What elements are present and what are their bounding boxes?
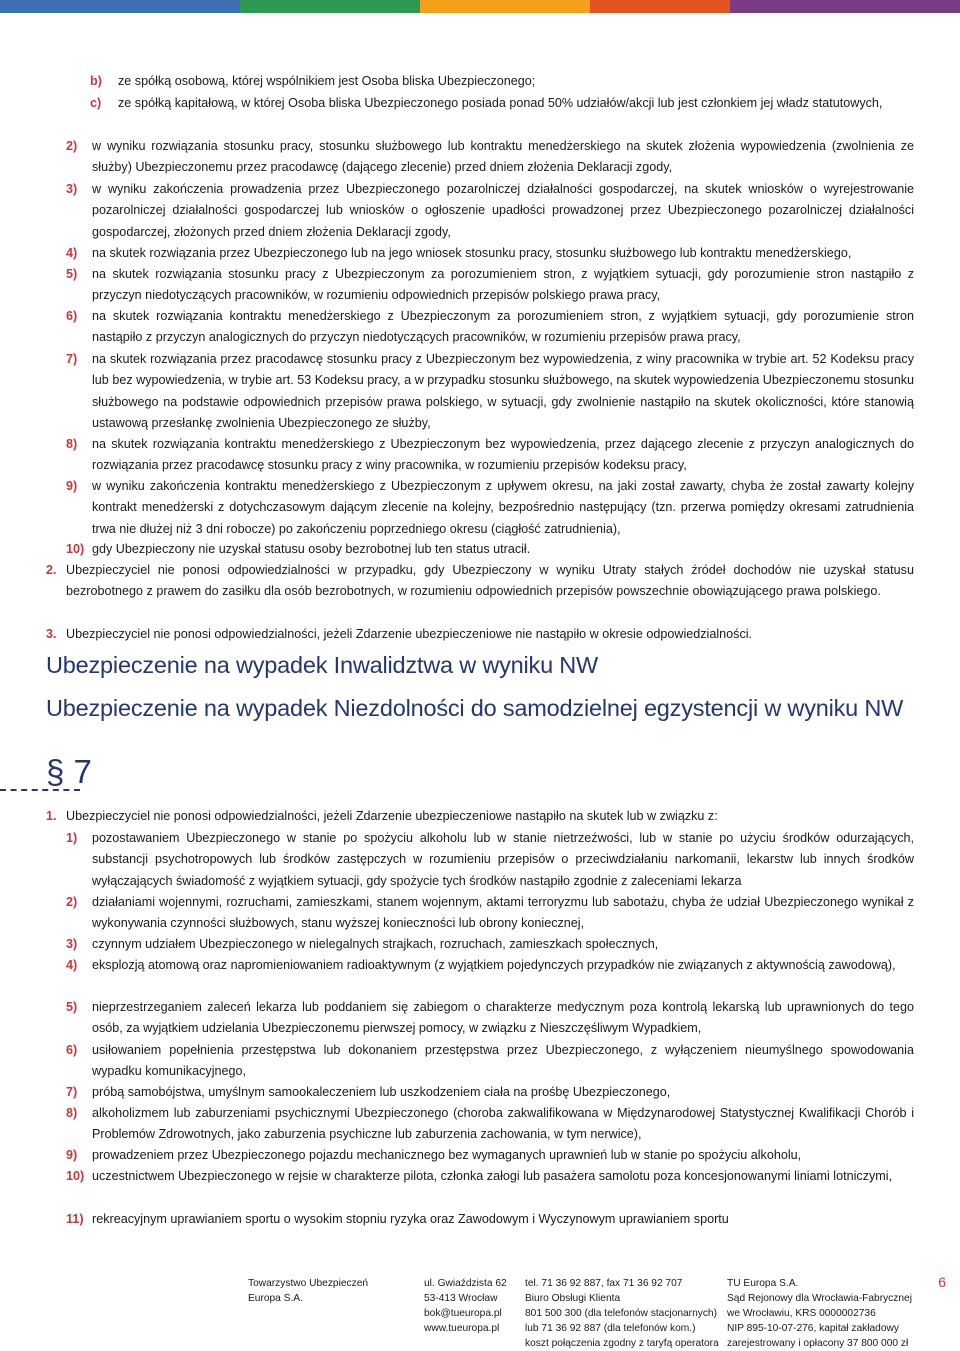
footer-line: Towarzystwo Ubezpieczeń (248, 1278, 369, 1289)
color-bar-yellow (420, 0, 590, 13)
list-text: działaniami wojennymi, rozruchami, zamieszkami, stanem wojennym, aktami terroryzmu lub sabotażu, chyba że udział Ubezpieczonego wynikał z wykonywania czynności służbowych, stanu wyższej konieczności lub obrony koniecznej, (92, 895, 914, 931)
list-number: 7) (66, 1085, 78, 1099)
list-item-8 (66, 434, 914, 477)
footer-line: NIP 895-10-07-276, kapitał zakładowy (727, 1323, 899, 1334)
list-number: b) (90, 74, 102, 88)
list-text: ze spółką kapitałową, w której Osoba bliska Ubezpieczonego posiada ponad 50% udziałów/akcji lub jest członkiem jej władz statutowych, (118, 96, 883, 110)
point-3 (46, 624, 914, 645)
list-item-5 (66, 264, 914, 307)
s7-item-5 (66, 997, 914, 1040)
list-text: rekreacyjnym uprawianiem sportu o wysokim stopniu ryzyka oraz Zawodowym i Wyczynowym uprawianiem sportu (92, 1212, 729, 1226)
section-label: § 7 (46, 753, 92, 790)
s7-item-7 (66, 1082, 914, 1103)
list-text: próbą samobójstwa, umyślnym samookaleczeniem lub uszkodzeniem ciała na prośbę Ubezpieczonego, (92, 1085, 671, 1099)
s7-item-6 (66, 1040, 914, 1083)
list-text: pozostawaniem Ubezpieczonego w stanie po spożyciu alkoholu lub w stanie nietrzeźwości, lub w stanie po użyciu środków odurzających, substancji psychotropowych lub środków zastępczych w rozumieniu przepisów o przeciwdziałaniu narkomanii, lekarstw lub innych środków wyłączających świadomość z wyjątkiem sytuacji, gdy spożycie tych środków nastąpiło zgodnie z zaleceniami lekarza (92, 831, 914, 888)
s7-item-1 (66, 828, 914, 892)
list-text: czynnym udziałem Ubezpieczonego w nielegalnych strajkach, rozruchach, zamieszkach społecznych, (92, 937, 659, 951)
list-text: gdy Ubezpieczony nie uzyskał statusu osoby bezrobotnej lub ten status utracił. (92, 542, 531, 556)
list-number: 6) (66, 1043, 78, 1057)
footer-line: zarejestrowany i opłacony 37 800 000 zł (727, 1338, 909, 1349)
list-number: 3) (66, 182, 78, 196)
point-text: Ubezpieczyciel nie ponosi odpowiedzialności, jeżeli Zdarzenie ubezpieczeniowe nastąpiło na skutek lub w związku z: (66, 809, 718, 823)
footer-contact (525, 1276, 719, 1351)
color-bar (0, 0, 960, 13)
list-item-7 (66, 349, 914, 435)
s7-item-2 (66, 892, 914, 935)
list-number: 5) (66, 1000, 78, 1014)
list-number: 8) (66, 1106, 78, 1120)
list-number: 4) (66, 246, 78, 260)
footer-line: Sąd Rejonowy dla Wrocławia-Fabrycznej (727, 1293, 912, 1304)
list-text: uczestnictwem Ubezpieczonego w rejsie w charakterze pilota, członka załogi lub pasażera samolotu poza koncesjonowanymi liniami lotniczymi, (92, 1169, 893, 1183)
footer-line: 801 500 300 (dla telefonów stacjonarnych) (525, 1308, 717, 1319)
s7-item-3 (66, 934, 914, 955)
list-number: 2) (66, 139, 78, 153)
list-item-9 (66, 476, 914, 540)
list-text: na skutek rozwiązania kontraktu menedżerskiego z Ubezpieczonym bez wypowiedzenia, przez dającego zlecenie z przyczyn analogicznych do rozwiązania przez pracodawcę stosunku pracy z winy pracownika, w rozumieniu przepisów kodeksu pracy, (92, 437, 914, 473)
list-text: usiłowaniem popełnienia przestępstwa lub dokonaniem przestępstwa przez Ubezpieczonego, z wyłączeniem nieumyślnego spowodowania wypadku komunikacyjnego, (92, 1043, 914, 1079)
list-item-6 (66, 306, 914, 349)
point-number: 3. (46, 627, 57, 641)
footer-line: Biuro Obsługi Klienta (525, 1293, 621, 1304)
list-text: na skutek rozwiązania przez pracodawcę stosunku pracy z Ubezpieczonym bez wypowiedzenia, z winy pracownika w trybie art. 52 Kodeksu pracy lub bez wypowiedzenia, w trybie art. 53 Kodeksu pracy, a w przypadku stosunku służbowego, na skutek wypowiedzenia Ubezpieczonemu stosunku służbowego na podstawie odpowiednich przepisów prawa polskiego, w sytuacji, gdy zwolnienie nastąpiło na skutek okoliczności, które stanowią ustawową przesłankę zwolnienia Ubezpieczonego ze służby, (92, 352, 914, 431)
list-text: w wyniku rozwiązania stosunku pracy, stosunku służbowego lub kontraktu menedżerskiego na skutek złożenia wypowiedzenia (zwolnienia ze służby) Ubezpieczonemu przez pracodawcę (dającego zlecenie) przed dniem złożenia Deklaracji zgody, (92, 139, 914, 175)
s7-item-10 (66, 1166, 914, 1187)
section-divider (0, 789, 80, 791)
list-text: ze spółką osobową, której wspólnikiem jest Osoba bliska Ubezpieczonego; (118, 74, 536, 88)
footer-line: lub 71 36 92 887 (dla telefonów kom.) (525, 1323, 696, 1334)
list-item-b (90, 71, 914, 92)
list-item-4 (66, 243, 914, 264)
footer-legal (727, 1276, 912, 1351)
color-bar-green (240, 0, 420, 13)
list-number: 7) (66, 352, 78, 366)
footer-line: 53-413 Wrocław (424, 1293, 498, 1304)
list-number: 2) (66, 895, 78, 909)
color-bar-blue (0, 0, 240, 13)
heading-niezdolnosc: Ubezpieczenie na wypadek Niezdolności do samodzielnej egzystencji w wyniku NW (46, 695, 904, 721)
list-item-2 (66, 136, 914, 179)
list-text: w wyniku zakończenia kontraktu menedżerskiego z Ubezpieczonym z upływem okresu, na jaki został zawarty, chyba że został zawarty kolejny kontrakt menedżerski z dotychczasowym dającym zlecenie na kolejny, bezpośrednio następujący (tzn. przerwa pomiędzy okresami zatrudnienia trwa nie dłużej niż 3 dni robocze) po zakończeniu poprzedniego okresu (ciągłość zatrudnienia), (92, 479, 914, 536)
footer-email-link[interactable]: bok@tueuropa.pl (424, 1308, 502, 1319)
list-number: 6) (66, 309, 78, 323)
list-number: 1) (66, 831, 78, 845)
list-number: c) (90, 96, 102, 110)
s7-item-8 (66, 1103, 914, 1146)
s7-item-11 (66, 1209, 914, 1230)
footer-website-link[interactable]: www.tueuropa.pl (424, 1323, 500, 1334)
s7-item-9 (66, 1145, 914, 1166)
list-number: 9) (66, 479, 78, 493)
heading-inwalidztwo: Ubezpieczenie na wypadek Inwalidztwa w wyniku NW (46, 652, 599, 678)
list-text: na skutek rozwiązania przez Ubezpieczonego lub na jego wniosek stosunku pracy, stosunku służbowego lub kontraktu menedżerskiego, (92, 246, 852, 260)
list-item-3 (66, 179, 914, 243)
footer-line: tel. 71 36 92 887, fax 71 36 92 707 (525, 1278, 683, 1289)
list-number: 9) (66, 1148, 78, 1162)
list-number: 11) (66, 1212, 84, 1226)
list-item-10 (66, 539, 914, 560)
s7-item-4 (66, 955, 914, 976)
footer-line: koszt połączenia zgodny z taryfą operatora (525, 1338, 719, 1349)
list-text: w wyniku zakończenia prowadzenia przez Ubezpieczonego pozarolniczej działalności gospodarczej, na skutek wniosków o wyrejestrowanie pozarolniczej działalności gospodarczej lub wniosków o ogłoszenie upadłości prowadzonej przez Ubezpieczonego pozarolniczej działalności gospodarczej, złożonych przed dniem złożenia Deklaracji zgody, (92, 182, 914, 239)
list-number: 10) (66, 542, 85, 556)
page-number: 6 (938, 1274, 946, 1290)
footer-line: ul. Gwiaździsta 62 (424, 1278, 507, 1289)
list-number: 3) (66, 937, 78, 951)
s7-point-1 (46, 806, 914, 827)
color-bar-purple (730, 0, 960, 13)
footer-address (424, 1276, 507, 1336)
color-bar-orange (590, 0, 730, 13)
footer-company (248, 1276, 368, 1306)
list-text: prowadzeniem przez Ubezpieczonego pojazdu mechanicznego bez wymaganych uprawnień lub w stanie po spożyciu alkoholu, (92, 1148, 802, 1162)
list-text: eksplozją atomową oraz napromieniowaniem radioaktywnym (z wyjątkiem pojedynczych przypadków nie związanych z aktywnością zawodową), (92, 958, 896, 972)
point-text: Ubezpieczyciel nie ponosi odpowiedzialności, jeżeli Zdarzenie ubezpieczeniowe nie nastąpiło w okresie odpowiedzialności. (66, 627, 753, 641)
point-number: 1. (46, 809, 57, 823)
footer-line: we Wrocławiu, KRS 0000002736 (727, 1308, 876, 1319)
list-number: 5) (66, 267, 78, 281)
list-item-c (90, 93, 914, 114)
list-number: 4) (66, 958, 78, 972)
list-text: alkoholizmem lub zaburzeniami psychicznymi Ubezpieczonego (choroba zakwalifikowana w Międzynarodowej Statystycznej Kwalifikacji Chorób i Problemów Zdrowotnych, jako zaburzenia psychiczne lub zaburzenia zachowania, w tym nerwice), (92, 1106, 914, 1142)
point-2 (46, 560, 914, 603)
list-text: na skutek rozwiązania kontraktu menedżerskiego z Ubezpieczonym za porozumieniem stron, z wyjątkiem sytuacji, gdy porozumienie stron nastąpiło z przyczyn analogicznych do przyczyn niedotyczących pracowników, w rozumieniu przepisów prawa pracy, (92, 309, 914, 345)
point-number: 2. (46, 563, 57, 577)
footer-line: TU Europa S.A. (727, 1278, 799, 1289)
list-number: 8) (66, 437, 78, 451)
list-text: na skutek rozwiązania stosunku pracy z Ubezpieczonym za porozumieniem stron, z wyjątkiem sytuacji, gdy porozumienie stron nastąpiło z przyczyn niedotyczących pracowników, w rozumieniu odpowiednich przepisów polskiego prawa pracy, (92, 267, 914, 303)
list-number: 10) (66, 1169, 85, 1183)
list-text: nieprzestrzeganiem zaleceń lekarza lub poddaniem się zabiegom o charakterze medycznym poza kontrolą lekarską lub uprawnionych do tego osób, za wyjątkiem udzielania Ubezpieczonemu pierwszej pomocy, w związku z Nieszczęśliwym Wypadkiem, (92, 1000, 914, 1036)
point-text: Ubezpieczyciel nie ponosi odpowiedzialności w przypadku, gdy Ubezpieczony w wyniku Utraty stałych źródeł dochodów nie uzyskał statusu bezrobotnego z prawem do zasiłku dla osób bezrobotnych, w rozumieniu odpowiednich przepisów powszechnie obowiązującego prawa polskiego. (66, 563, 914, 599)
footer-line: Europa S.A. (248, 1293, 303, 1304)
